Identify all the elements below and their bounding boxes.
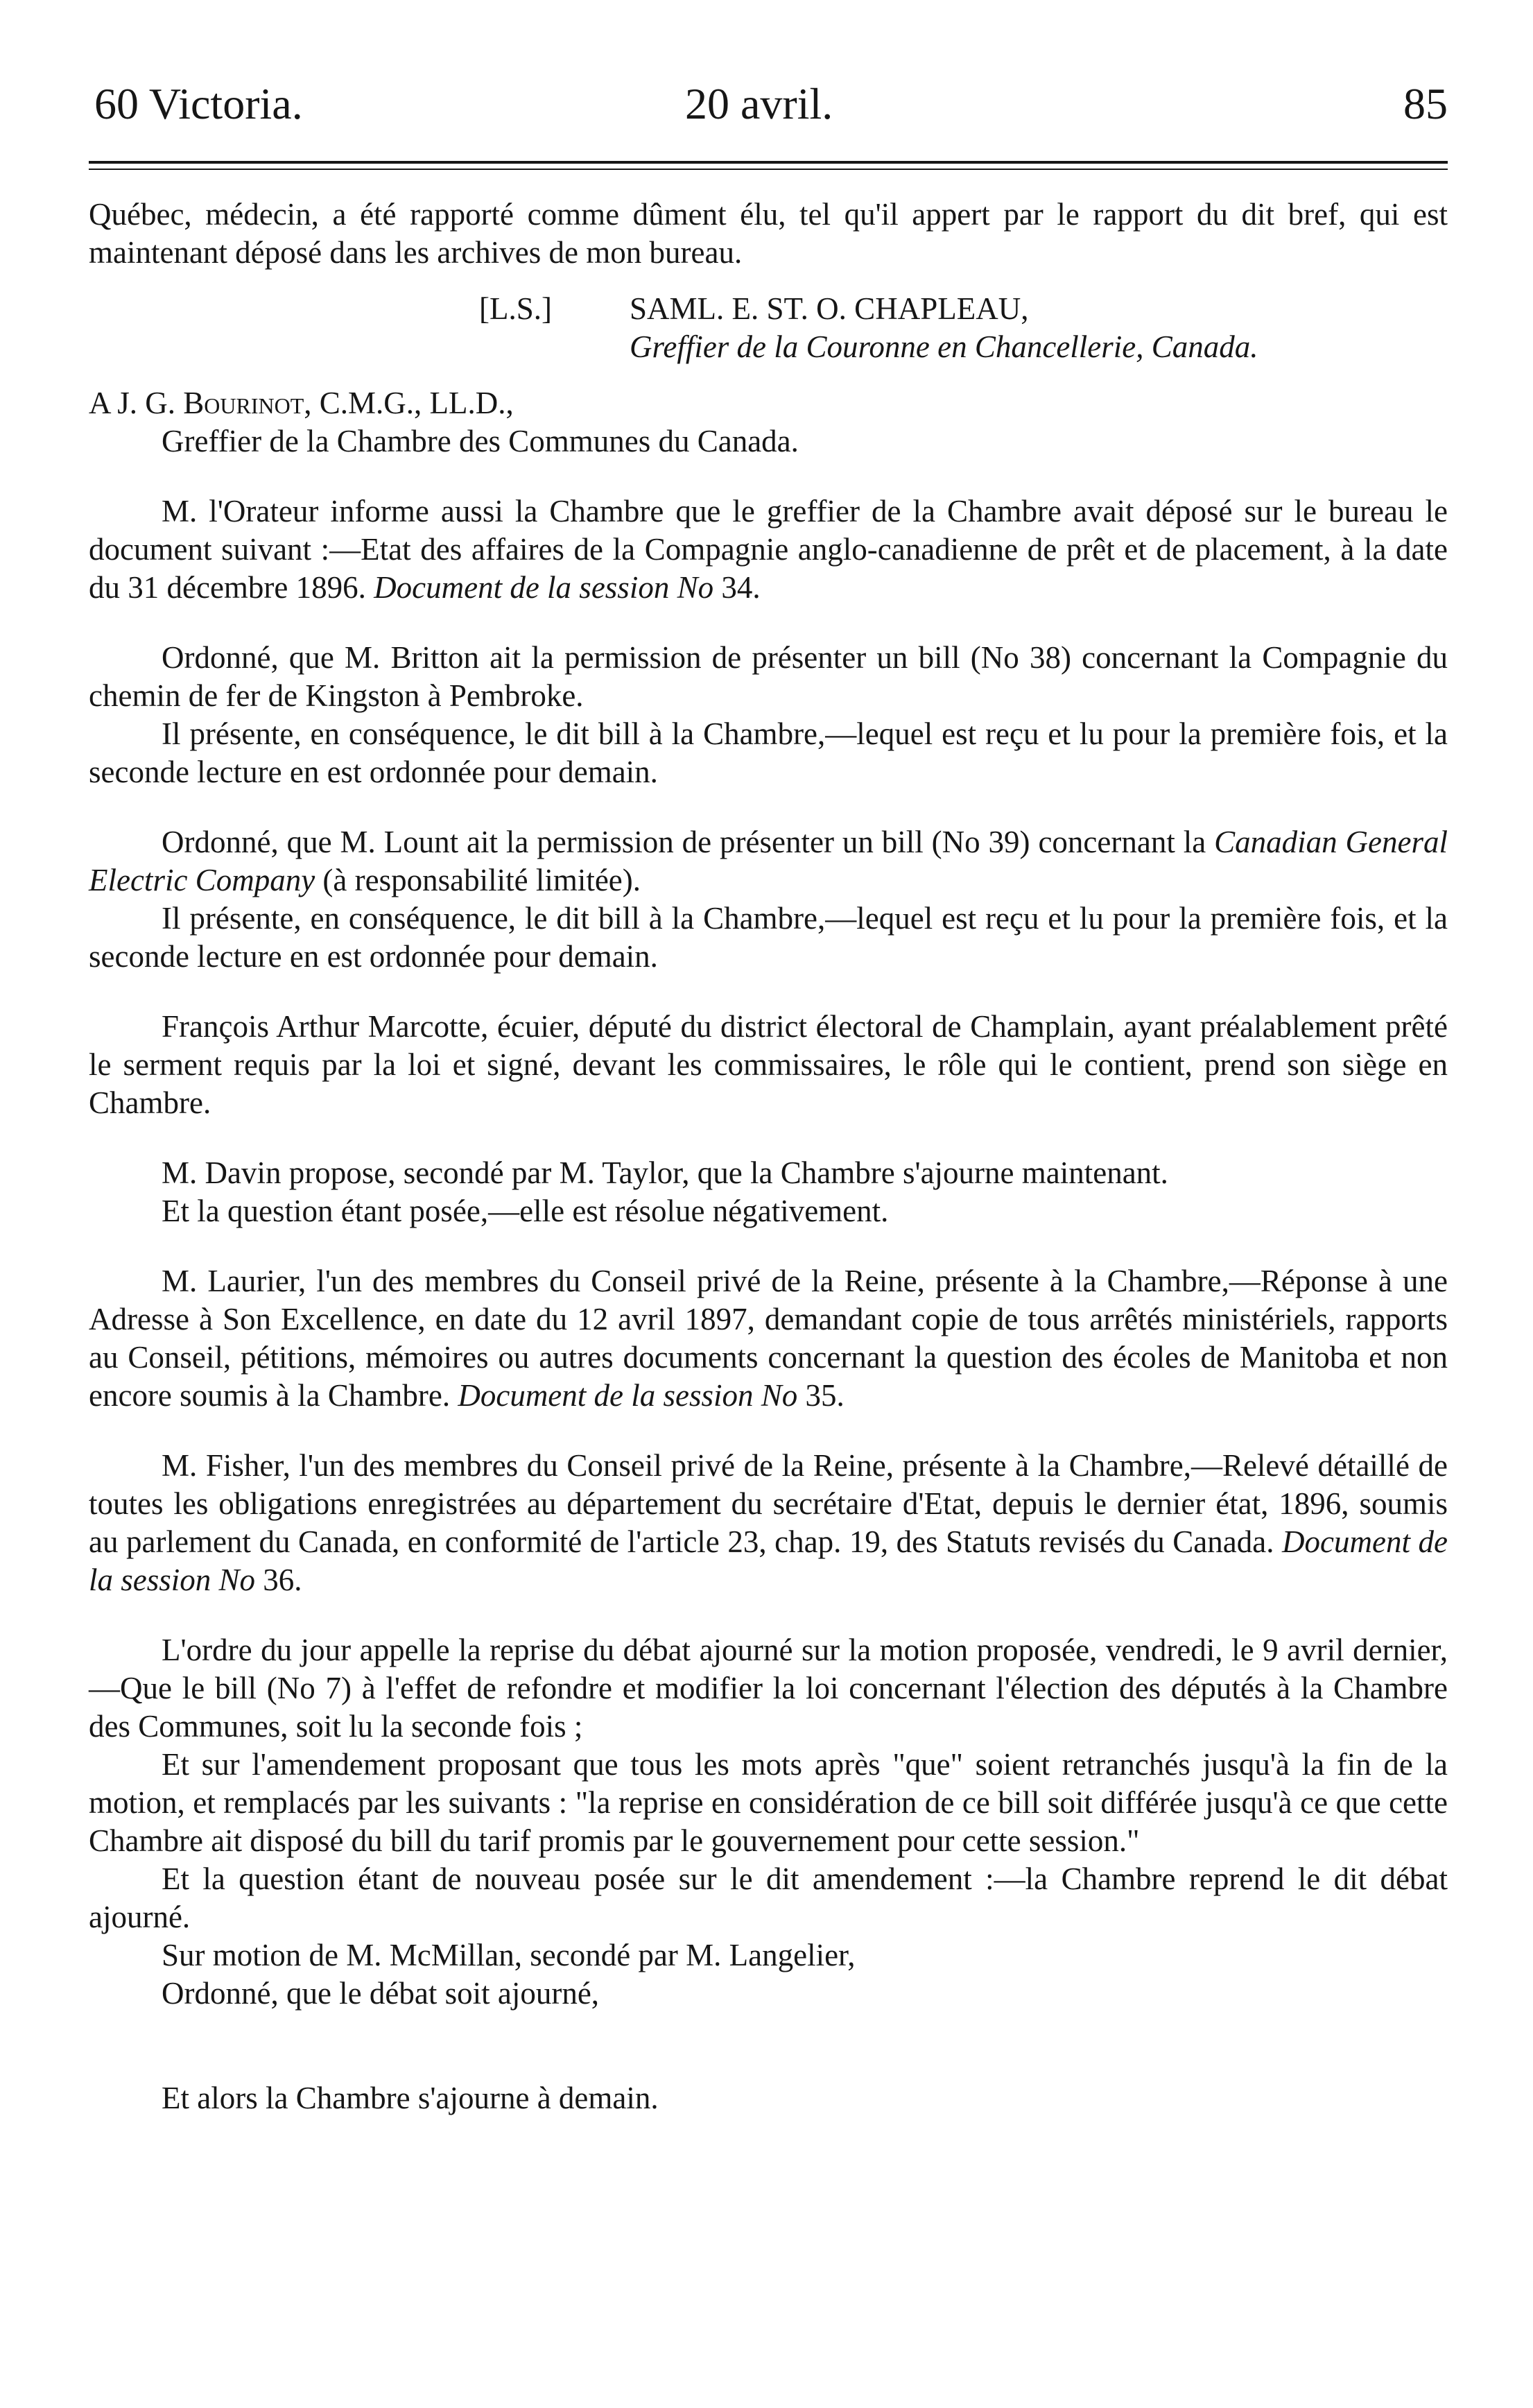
addressee-block (89, 384, 1448, 461)
paragraph-orateur (89, 492, 1448, 607)
paragraph-lount-tail: (à responsabilité limitée). (315, 863, 641, 897)
paragraph-continuation: Québec, médecin, a été rapporté comme dûment élu, tel qu'il appert par le rapport du dit bref, qui est maintenant déposé dans les archives de mon bureau. (89, 197, 1448, 270)
paragraph-ordre-du-jour: L'ordre du jour appelle la reprise du débat ajourné sur la motion proposée, vendredi, le 9 avril dernier,—Que le bill (No 7) à l'effet de refondre et modifier la loi concernant l'élection des députés à la Chambre des Communes, soit lu la seconde fois ; (89, 1633, 1448, 1744)
header-regnal-year: 60 Victoria. (94, 79, 303, 128)
paragraph-lount-text: Ordonné, que M. Lount ait la permission de présenter un bill (No 39) concernant la (162, 825, 1215, 859)
addressee-line (89, 384, 1448, 422)
document-ref: Document de la session No (89, 1524, 1448, 1597)
document-number: 34. (713, 570, 761, 605)
paragraph-fisher-text: M. Fisher, l'un des membres du Conseil privé de la Reine, présente à la Chambre,—Relevé détaillé de toutes les obligations enregistrées au département du secrétaire d'Etat, depuis le dernier état, 1896, soumis au parlement du Canada, en conformité de l'article 23, chap. 19, des Statuts revisés du Canada. (89, 1448, 1448, 1559)
company-name: Canadian General Electric Company (89, 825, 1448, 897)
addressee-prefix: A J. G. (89, 386, 176, 420)
paragraph-closing: Et alors la Chambre s'ajourne à demain. (162, 2081, 659, 2115)
paragraph-davin: M. Davin propose, secondé par M. Taylor, que la Chambre s'ajourne maintenant. (162, 1155, 1168, 1190)
journal-text (89, 196, 1448, 2117)
paragraph-ajourne: Ordonné, que le débat soit ajourné, (162, 1976, 600, 2011)
addressee-name: Bourinot (183, 386, 304, 420)
header-date: 20 avril. (685, 79, 833, 128)
header-rule-thin (89, 169, 1448, 170)
paragraph-marcotte: François Arthur Marcotte, écuier, député du district électoral de Champlain, ayant préalablement prêté le serment requis par la loi et signé, devant les commissaires, le rôle qui le contient, prend son siège en Chambre. (89, 1009, 1448, 1120)
seal-mark: [L.S.] (479, 291, 552, 326)
page-number: 85 (1403, 79, 1448, 128)
header-rule-thick (89, 161, 1448, 164)
document-ref: Document de la session No (374, 570, 714, 605)
paragraph-davin-result: Et la question étant posée,—elle est résolue négativement. (162, 1194, 889, 1228)
paragraph-amendement: Et sur l'amendement proposant que tous les mots après "que" soient retranchés jusqu'à la fin de la motion, et remplacés par les suivants : "la reprise en considération de ce bill soit différée jusqu'à ce que cette Chambre ait disposé du bill du tarif promis par le gouvernement pour cette session." (89, 1747, 1448, 1858)
signature-block (89, 290, 1448, 366)
paragraph-laurier (89, 1262, 1448, 1415)
document-ref: Document de la session No (458, 1378, 798, 1413)
paragraph-question: Et la question étant de nouveau posée sur le dit amendement :—la Chambre reprend le dit débat ajourné. (89, 1861, 1448, 1934)
document-number: 36. (255, 1563, 302, 1597)
paragraph-orateur-text: M. l'Orateur informe aussi la Chambre que le greffier de la Chambre avait déposé sur le bureau le document suivant :—Etat des affaires de la Compagnie anglo-canadienne de prêt et de placement, à la date du 31 décembre 1896. (89, 494, 1448, 605)
paragraph-britton: Ordonné, que M. Britton ait la permission de présenter un bill (No 38) concernant la Compagnie du chemin de fer de Kingston à Pembroke. (89, 640, 1448, 713)
signatory-title: Greffier de la Couronne en Chancellerie, Canada. (630, 329, 1258, 364)
paragraph-laurier-text: M. Laurier, l'un des membres du Conseil privé de la Reine, présente à la Chambre,—Réponse à une Adresse à Son Excellence, en date du 12 avril 1897, demandant copie de tous arrêtés ministériels, rapports au Conseil, pétitions, mémoires ou autres documents concernant la question des écoles de Manitoba et non encore soumis à la Chambre. (89, 1264, 1448, 1413)
paragraph-mcmillan: Sur motion de M. McMillan, secondé par M. Langelier, (162, 1938, 856, 1972)
signatory-name: SAML. E. ST. O. CHAPLEAU, (630, 291, 1029, 326)
addressee-title: Greffier de la Chambre des Communes du Canada. (162, 424, 799, 458)
addressee-honours: , C.M.G., LL.D., (304, 386, 514, 420)
document-number: 35. (797, 1378, 845, 1413)
paragraph-lount-reading: Il présente, en conséquence, le dit bill à la Chambre,—lequel est reçu et lu pour la première fois, et la seconde lecture en est ordonnée pour demain. (89, 901, 1448, 974)
paragraph-lount (89, 823, 1448, 900)
paragraph-britton-reading: Il présente, en conséquence, le dit bill à la Chambre,—lequel est reçu et lu pour la première fois, et la seconde lecture en est ordonnée pour demain. (89, 716, 1448, 789)
paragraph-fisher (89, 1447, 1448, 1599)
running-header (89, 69, 1448, 139)
